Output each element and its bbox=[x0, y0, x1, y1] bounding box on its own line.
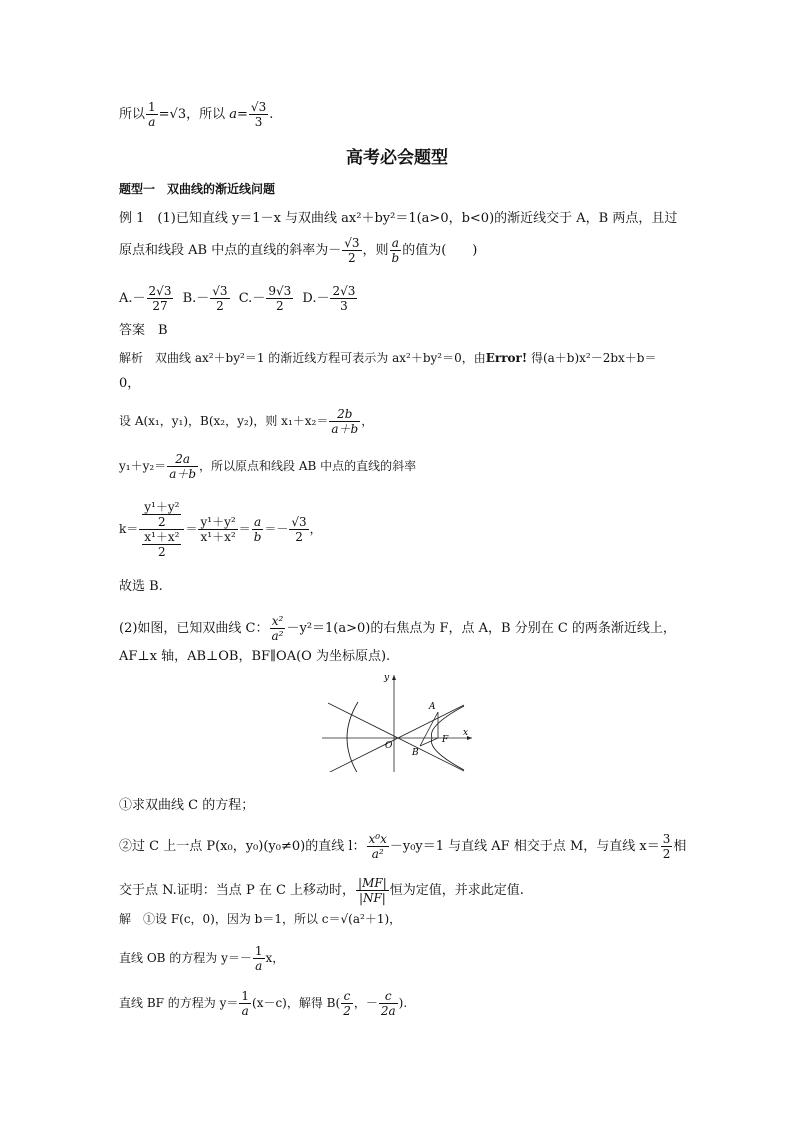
analysis-line-1 bbox=[119, 349, 656, 367]
option-d: D.－ bbox=[302, 291, 330, 306]
denominator: b bbox=[391, 251, 400, 265]
numerator: √3 bbox=[212, 284, 228, 298]
example-line-2 bbox=[119, 236, 477, 265]
answer: 答案 B bbox=[119, 323, 168, 338]
denominator: a＋b bbox=[331, 422, 359, 436]
segment-BF bbox=[420, 738, 438, 746]
compound-fraction bbox=[139, 500, 184, 559]
fraction bbox=[330, 284, 357, 313]
fraction bbox=[270, 614, 286, 643]
denominator: a bbox=[241, 1004, 249, 1018]
label-A: A bbox=[429, 702, 436, 712]
text: 直线 BF 的方程为 y＝ bbox=[119, 996, 239, 1010]
text: ). bbox=[398, 996, 408, 1010]
denominator: 27 bbox=[152, 299, 168, 313]
numerator: x¹＋x² bbox=[144, 530, 180, 544]
numerator: 1 bbox=[254, 944, 263, 958]
fraction bbox=[253, 944, 265, 973]
text: (x－c)，解得 B( bbox=[252, 996, 341, 1010]
text: ＝－ bbox=[264, 522, 289, 536]
option-b: B.－ bbox=[182, 291, 210, 306]
text: 原点和线段 AB 中点的直线的斜率为－ bbox=[119, 243, 342, 258]
fraction bbox=[252, 515, 264, 544]
label-O: O bbox=[385, 741, 393, 751]
denominator: a² bbox=[271, 629, 284, 643]
numerator: 2√3 bbox=[148, 284, 172, 298]
label-F: F bbox=[442, 735, 449, 745]
text: y₁＋y₂＝ bbox=[119, 459, 167, 473]
numerator: √3 bbox=[344, 236, 360, 250]
fraction bbox=[147, 284, 174, 313]
numerator: c bbox=[341, 989, 353, 1004]
text: k＝ bbox=[119, 522, 139, 536]
text: 恒为定值，并求此定值. bbox=[389, 883, 524, 898]
numerator: √3 bbox=[250, 100, 267, 114]
numerator: x⁰x bbox=[368, 832, 387, 846]
numerator: 1 bbox=[148, 100, 156, 114]
numerator: 2b bbox=[329, 407, 360, 422]
example-part2-line-2: AF⊥x 轴，AB⊥OB，BF∥OA(O 为坐标原点). bbox=[119, 649, 391, 664]
fraction bbox=[198, 515, 237, 544]
text: ，所以原点和线段 AB 中点的直线的斜率 bbox=[199, 459, 417, 473]
numerator: √3 bbox=[291, 515, 307, 529]
answer-options bbox=[119, 284, 358, 313]
fraction bbox=[249, 100, 268, 129]
section-title: 高考必会题型 bbox=[346, 148, 448, 168]
analysis-line-4 bbox=[119, 452, 416, 481]
denominator: b bbox=[253, 530, 262, 544]
denominator: a² bbox=[371, 847, 384, 861]
fraction bbox=[367, 832, 389, 861]
text: 解析 双曲线 ax²＋by²＝1 的渐近线方程可表示为 ax²＋by²＝0，由 bbox=[119, 351, 486, 365]
denominator: 2 bbox=[295, 530, 303, 544]
numerator: c bbox=[379, 989, 398, 1004]
numerator: 9√3 bbox=[268, 284, 292, 298]
fraction bbox=[210, 284, 229, 313]
denominator: 2 bbox=[158, 515, 166, 529]
text: ， bbox=[361, 414, 374, 428]
denominator: 2 bbox=[662, 847, 671, 861]
text: ②过 C 上一点 P(x₀，y₀)(y₀≠0)的直线 l： bbox=[119, 839, 366, 854]
fraction bbox=[342, 236, 361, 265]
denominator: 2 bbox=[216, 299, 224, 313]
option-c: C.－ bbox=[238, 291, 266, 306]
text: (2)如图，已知双曲线 C： bbox=[119, 621, 269, 636]
text: 相 bbox=[673, 839, 687, 854]
fraction bbox=[167, 452, 198, 481]
denominator: 2 bbox=[158, 545, 166, 559]
text: 直线 OB 的方程为 y＝－ bbox=[119, 951, 252, 965]
numerator: a bbox=[390, 236, 402, 251]
text: 交于点 N.证明：当点 P 在 C 上移动时， bbox=[119, 883, 356, 898]
error-text: Error! bbox=[485, 351, 528, 365]
denominator: 2 bbox=[348, 251, 356, 265]
fraction bbox=[146, 100, 158, 129]
denominator: 3 bbox=[254, 115, 263, 129]
analysis-end: 故选 B. bbox=[119, 579, 163, 594]
numerator: y¹＋y² bbox=[144, 500, 180, 514]
label-B: B bbox=[412, 748, 419, 758]
label-x: x bbox=[463, 728, 469, 738]
text: ，－ bbox=[353, 996, 378, 1010]
text: －y₀y＝1 与直线 AF 相交于点 M，与直线 x＝ bbox=[389, 839, 660, 854]
text: ＝ bbox=[238, 522, 251, 536]
type-heading: 题型一 双曲线的渐近线问题 bbox=[119, 182, 276, 196]
numerator: 3 bbox=[662, 832, 671, 846]
denominator: a＋b bbox=[169, 467, 197, 481]
text: = bbox=[237, 107, 248, 122]
question-2-line-2 bbox=[119, 876, 524, 905]
label-y: y bbox=[384, 673, 390, 683]
analysis-line-3 bbox=[119, 407, 373, 436]
numerator: x² bbox=[270, 614, 286, 629]
question-2-line-1 bbox=[119, 832, 686, 861]
text: 所以 bbox=[119, 107, 146, 122]
text: －y²＝1(a>0)的右焦点为 F，点 A，B 分别在 C 的两条渐近线上， bbox=[286, 621, 676, 636]
text: ， bbox=[309, 522, 322, 536]
solution-line-3 bbox=[119, 989, 407, 1018]
segment-AB bbox=[420, 712, 438, 746]
y-axis-arrow bbox=[392, 675, 396, 680]
fraction bbox=[142, 500, 181, 529]
numerator: 2√3 bbox=[332, 284, 356, 298]
fraction bbox=[390, 236, 402, 265]
solution-line-1: 解 ①设 F(c，0)，因为 b＝1，所以 c＝√(a²＋1)， bbox=[119, 912, 402, 926]
text: x， bbox=[265, 951, 285, 965]
text: 得(a＋b)x²－2bx＋b＝ bbox=[527, 351, 657, 365]
numerator: y¹＋y² bbox=[200, 515, 236, 529]
example-line-1: 例 1 (1)已知直线 y＝1－x 与双曲线 ax²＋by²＝1(a>0，b<0)的渐近线交于 A，B 两点，且过 bbox=[119, 211, 678, 226]
numerator: |MF| bbox=[358, 876, 387, 890]
denominator: 2 bbox=[343, 1004, 351, 1018]
denominator bbox=[139, 530, 184, 559]
denominator: 2a bbox=[380, 1004, 396, 1018]
numerator bbox=[139, 500, 184, 530]
numerator: 1 bbox=[241, 989, 250, 1003]
denominator: a bbox=[148, 115, 156, 129]
text: . bbox=[269, 107, 274, 122]
fraction bbox=[289, 515, 308, 544]
text: ＝ bbox=[185, 522, 198, 536]
numerator: 2a bbox=[167, 452, 198, 467]
text: 设 A(x₁，y₁)，B(x₂，y₂)，则 x₁＋x₂＝ bbox=[119, 414, 329, 428]
text: a bbox=[229, 107, 238, 122]
numerator: a bbox=[252, 515, 264, 530]
analysis-line-2: 0， bbox=[119, 376, 141, 391]
fraction bbox=[356, 876, 389, 905]
fraction bbox=[379, 989, 398, 1018]
denominator: 2 bbox=[275, 299, 284, 313]
fraction bbox=[661, 832, 673, 861]
text: =√3，所以 bbox=[158, 107, 230, 122]
denominator: x¹＋x² bbox=[200, 530, 236, 544]
example-part2-line-1 bbox=[119, 614, 676, 643]
slope-formula bbox=[119, 500, 322, 559]
denominator: 3 bbox=[340, 299, 348, 313]
fraction bbox=[329, 407, 360, 436]
fraction bbox=[341, 989, 353, 1018]
question-1: ①求双曲线 C 的方程； bbox=[119, 798, 255, 813]
text: ，则 bbox=[362, 243, 389, 258]
denominator: |NF| bbox=[358, 891, 386, 905]
text-line-1 bbox=[119, 100, 273, 129]
solution-line-2 bbox=[119, 944, 284, 973]
denominator: a bbox=[255, 959, 263, 973]
fraction bbox=[142, 530, 181, 559]
hyperbola-figure bbox=[322, 672, 472, 772]
text: 的值为( ) bbox=[402, 243, 478, 258]
fraction bbox=[239, 989, 251, 1018]
option-a: A.－ bbox=[119, 291, 146, 306]
fraction bbox=[266, 284, 293, 313]
left-branch bbox=[347, 702, 358, 772]
